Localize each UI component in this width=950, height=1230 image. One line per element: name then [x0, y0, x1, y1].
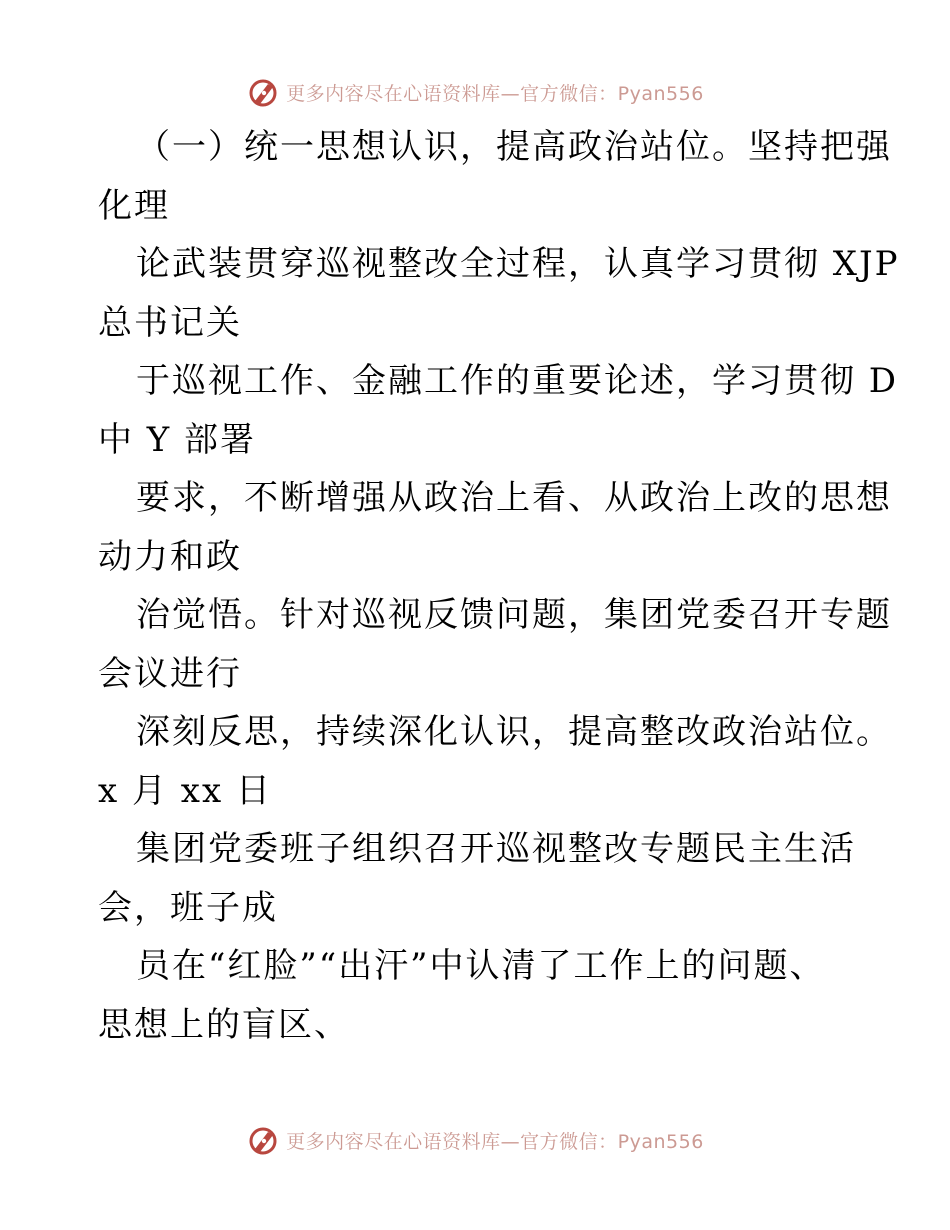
text-line: 集团党委班子组织召开巡视整改专题民主生活: [136, 829, 856, 869]
text-line: 于巡视工作、金融工作的重要论述，学习贯彻 D: [136, 361, 899, 401]
text-line: 会议进行: [98, 653, 242, 694]
text-line: 化理: [98, 185, 170, 226]
text-line: （一）统一思想认识，提高政治站位。坚持把强: [136, 127, 892, 167]
pen-nib-circle-icon: [246, 1123, 280, 1157]
document-body: [98, 118, 900, 1054]
text-line: 总书记关: [98, 302, 242, 343]
watermark-text: 更多内容尽在心语资料库—官方微信：Pyan556: [286, 1130, 704, 1153]
text-line: 动力和政: [98, 536, 242, 577]
text-line: 会，班子成: [98, 887, 278, 928]
footer-watermark: [0, 1120, 950, 1160]
text-line: 论武装贯穿巡视整改全过程，认真学习贯彻 XJP: [136, 244, 900, 284]
text-line: 中 Y 部署: [98, 419, 257, 460]
pen-nib-circle-icon: [246, 75, 280, 109]
text-line: 要求，不断增强从政治上看、从政治上改的思想: [136, 478, 892, 518]
text-line: 深刻反思，持续深化认识，提高整改政治站位。: [136, 712, 892, 752]
text-line: 思想上的盲区、: [98, 1004, 350, 1045]
text-line: 治觉悟。针对巡视反馈问题，集团党委召开专题: [136, 595, 892, 635]
watermark-text: 更多内容尽在心语资料库—官方微信：Pyan556: [286, 82, 704, 105]
header-watermark: [0, 72, 950, 112]
text-line: x 月 xx 日: [98, 770, 272, 811]
text-line: 员在“红脸”“出汗”中认清了工作上的问题、: [136, 946, 826, 986]
